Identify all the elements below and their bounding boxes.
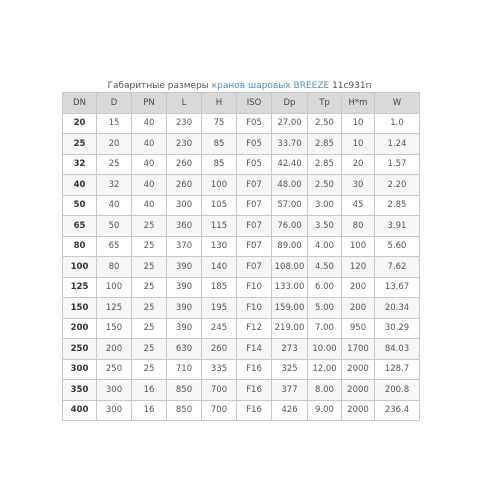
cell-pn: 25	[132, 257, 167, 278]
cell-h: 335	[202, 359, 237, 380]
cell-l: 850	[167, 380, 202, 401]
cell-hm: 30	[342, 175, 375, 196]
cell-iso: F12	[237, 318, 272, 339]
cell-d: 32	[97, 175, 132, 196]
cell-iso: F05	[237, 134, 272, 155]
cell-tp: 2.85	[308, 134, 342, 155]
cell-w: 13.67	[375, 277, 420, 298]
cell-iso: F07	[237, 175, 272, 196]
cell-iso: F14	[237, 339, 272, 360]
cell-dn: 100	[63, 257, 97, 278]
cell-iso: F05	[237, 113, 272, 134]
cell-tp: 3.50	[308, 216, 342, 237]
cell-hm: 2000	[342, 400, 375, 421]
header-row	[63, 93, 420, 114]
cell-h: 115	[202, 216, 237, 237]
cell-pn: 40	[132, 195, 167, 216]
column-header-l: L	[167, 93, 202, 114]
cell-l: 710	[167, 359, 202, 380]
cell-h: 140	[202, 257, 237, 278]
cell-h: 700	[202, 400, 237, 421]
cell-h: 185	[202, 277, 237, 298]
table-row	[63, 257, 420, 278]
cell-l: 260	[167, 154, 202, 175]
cell-iso: F07	[237, 195, 272, 216]
cell-dn: 250	[63, 339, 97, 360]
cell-hm: 20	[342, 154, 375, 175]
cell-dp: 76.00	[272, 216, 308, 237]
cell-tp: 5.00	[308, 298, 342, 319]
column-header-dn: DN	[63, 93, 97, 114]
cell-tp: 12.00	[308, 359, 342, 380]
cell-dp: 219.00	[272, 318, 308, 339]
cell-w: 2.85	[375, 195, 420, 216]
cell-hm: 950	[342, 318, 375, 339]
cell-dn: 350	[63, 380, 97, 401]
cell-hm: 2000	[342, 359, 375, 380]
cell-iso: F16	[237, 400, 272, 421]
cell-dp: 42.40	[272, 154, 308, 175]
cell-w: 1.0	[375, 113, 420, 134]
table-header	[63, 93, 420, 114]
column-header-w: W	[375, 93, 420, 114]
cell-d: 150	[97, 318, 132, 339]
table-row	[63, 236, 420, 257]
cell-dn: 400	[63, 400, 97, 421]
cell-pn: 25	[132, 298, 167, 319]
column-header-dp: Dp	[272, 93, 308, 114]
cell-h: 85	[202, 154, 237, 175]
cell-w: 2.20	[375, 175, 420, 196]
cell-h: 105	[202, 195, 237, 216]
cell-dp: 159.00	[272, 298, 308, 319]
cell-hm: 80	[342, 216, 375, 237]
cell-d: 300	[97, 380, 132, 401]
cell-tp: 10.00	[308, 339, 342, 360]
column-header-iso: ISO	[237, 93, 272, 114]
cell-dp: 48.00	[272, 175, 308, 196]
cell-dp: 133.00	[272, 277, 308, 298]
cell-pn: 25	[132, 277, 167, 298]
cell-pn: 40	[132, 134, 167, 155]
table-body	[63, 113, 420, 421]
cell-dn: 25	[63, 134, 97, 155]
cell-hm: 10	[342, 134, 375, 155]
cell-pn: 16	[132, 380, 167, 401]
cell-d: 40	[97, 195, 132, 216]
cell-tp: 2.85	[308, 154, 342, 175]
cell-pn: 16	[132, 400, 167, 421]
cell-h: 130	[202, 236, 237, 257]
cell-dn: 125	[63, 277, 97, 298]
caption-suffix: 11с931п	[329, 81, 372, 91]
table-row	[63, 359, 420, 380]
cell-l: 260	[167, 175, 202, 196]
cell-hm: 10	[342, 113, 375, 134]
cell-iso: F07	[237, 257, 272, 278]
cell-pn: 25	[132, 216, 167, 237]
cell-d: 250	[97, 359, 132, 380]
table-row	[63, 298, 420, 319]
cell-w: 3.91	[375, 216, 420, 237]
cell-iso: F07	[237, 216, 272, 237]
cell-dp: 27.00	[272, 113, 308, 134]
table-caption	[0, 80, 479, 92]
cell-tp: 9.00	[308, 400, 342, 421]
cell-tp: 4.50	[308, 257, 342, 278]
cell-iso: F10	[237, 277, 272, 298]
table-row	[63, 400, 420, 421]
cell-w: 236.4	[375, 400, 420, 421]
cell-l: 390	[167, 318, 202, 339]
cell-h: 260	[202, 339, 237, 360]
cell-l: 360	[167, 216, 202, 237]
cell-w: 84.03	[375, 339, 420, 360]
cell-l: 370	[167, 236, 202, 257]
cell-dn: 50	[63, 195, 97, 216]
cell-w: 128.7	[375, 359, 420, 380]
table-row	[63, 216, 420, 237]
cell-l: 300	[167, 195, 202, 216]
cell-h: 100	[202, 175, 237, 196]
cell-dn: 40	[63, 175, 97, 196]
cell-l: 230	[167, 113, 202, 134]
cell-pn: 25	[132, 339, 167, 360]
cell-h: 85	[202, 134, 237, 155]
cell-w: 20.34	[375, 298, 420, 319]
cell-w: 5.60	[375, 236, 420, 257]
cell-dp: 377	[272, 380, 308, 401]
caption-prefix: Габаритные размеры	[107, 81, 212, 91]
cell-l: 390	[167, 298, 202, 319]
table-row	[63, 154, 420, 175]
cell-dp: 89.00	[272, 236, 308, 257]
cell-l: 230	[167, 134, 202, 155]
cell-w: 1.24	[375, 134, 420, 155]
cell-d: 65	[97, 236, 132, 257]
cell-d: 15	[97, 113, 132, 134]
table-row	[63, 175, 420, 196]
cell-d: 300	[97, 400, 132, 421]
cell-iso: F16	[237, 359, 272, 380]
cell-dn: 200	[63, 318, 97, 339]
table-row	[63, 380, 420, 401]
cell-h: 195	[202, 298, 237, 319]
cell-d: 80	[97, 257, 132, 278]
cell-pn: 40	[132, 113, 167, 134]
table-row	[63, 339, 420, 360]
cell-dn: 80	[63, 236, 97, 257]
cell-d: 50	[97, 216, 132, 237]
cell-h: 75	[202, 113, 237, 134]
cell-pn: 40	[132, 154, 167, 175]
cell-hm: 200	[342, 277, 375, 298]
column-header-pn: PN	[132, 93, 167, 114]
column-header-d: D	[97, 93, 132, 114]
cell-hm: 2000	[342, 380, 375, 401]
cell-w: 30.29	[375, 318, 420, 339]
column-header-hm: H*m	[342, 93, 375, 114]
cell-l: 390	[167, 277, 202, 298]
cell-l: 390	[167, 257, 202, 278]
cell-tp: 6.00	[308, 277, 342, 298]
table-row	[63, 195, 420, 216]
cell-tp: 2.50	[308, 113, 342, 134]
column-header-tp: Tp	[308, 93, 342, 114]
caption-highlight: кранов шаровых BREEZE	[211, 81, 330, 91]
cell-d: 25	[97, 154, 132, 175]
cell-dp: 57.00	[272, 195, 308, 216]
cell-pn: 40	[132, 175, 167, 196]
cell-h: 700	[202, 380, 237, 401]
cell-l: 630	[167, 339, 202, 360]
cell-dn: 20	[63, 113, 97, 134]
cell-tp: 3.00	[308, 195, 342, 216]
cell-d: 125	[97, 298, 132, 319]
cell-tp: 4.00	[308, 236, 342, 257]
cell-d: 100	[97, 277, 132, 298]
cell-pn: 25	[132, 236, 167, 257]
cell-dn: 150	[63, 298, 97, 319]
cell-d: 200	[97, 339, 132, 360]
cell-hm: 1700	[342, 339, 375, 360]
cell-hm: 100	[342, 236, 375, 257]
cell-tp: 2.50	[308, 175, 342, 196]
cell-w: 1.57	[375, 154, 420, 175]
cell-tp: 8.00	[308, 380, 342, 401]
cell-iso: F05	[237, 154, 272, 175]
table-row	[63, 318, 420, 339]
cell-w: 7.62	[375, 257, 420, 278]
cell-h: 245	[202, 318, 237, 339]
cell-hm: 200	[342, 298, 375, 319]
cell-dp: 426	[272, 400, 308, 421]
cell-dp: 325	[272, 359, 308, 380]
cell-iso: F10	[237, 298, 272, 319]
cell-iso: F07	[237, 236, 272, 257]
dimensions-table	[62, 92, 420, 421]
cell-pn: 25	[132, 318, 167, 339]
cell-dn: 65	[63, 216, 97, 237]
table-row	[63, 113, 420, 134]
cell-dp: 273	[272, 339, 308, 360]
cell-dn: 300	[63, 359, 97, 380]
cell-pn: 25	[132, 359, 167, 380]
table-row	[63, 277, 420, 298]
table-row	[63, 134, 420, 155]
cell-hm: 45	[342, 195, 375, 216]
cell-tp: 7.00	[308, 318, 342, 339]
cell-hm: 120	[342, 257, 375, 278]
cell-dp: 108.00	[272, 257, 308, 278]
column-header-h: H	[202, 93, 237, 114]
cell-dp: 33.70	[272, 134, 308, 155]
cell-w: 200.8	[375, 380, 420, 401]
cell-l: 850	[167, 400, 202, 421]
cell-d: 20	[97, 134, 132, 155]
cell-iso: F16	[237, 380, 272, 401]
cell-dn: 32	[63, 154, 97, 175]
